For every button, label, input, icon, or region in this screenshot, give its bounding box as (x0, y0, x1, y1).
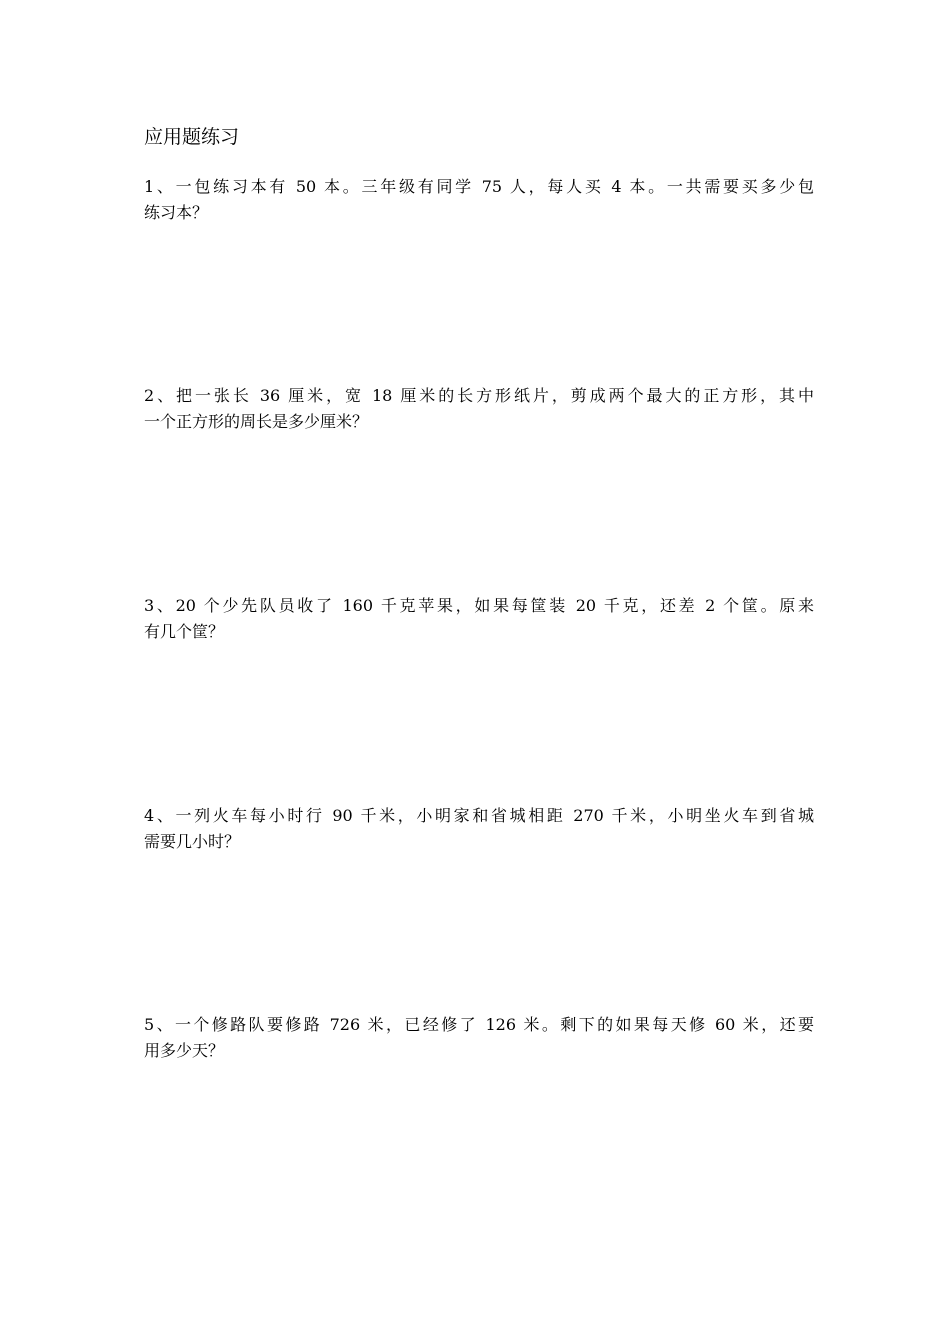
question-4 (144, 803, 814, 855)
page-title: 应用题练习 (144, 126, 240, 148)
question-3-line-1: 3、20 个少先队员收了 160 千克苹果，如果每筐装 20 千克，还差 2 个筐。原来 (144, 596, 814, 615)
question-3 (144, 593, 814, 645)
question-1 (144, 174, 814, 226)
question-2-line-1: 2、把一张长 36 厘米，宽 18 厘米的长方形纸片，剪成两个最大的正方形，其中 (144, 386, 814, 405)
question-2 (144, 383, 814, 435)
question-4-line-2: 需要几小时？ (144, 832, 241, 851)
question-3-line-2: 有几个筐？ (144, 622, 225, 641)
question-1-line-1: 1、一包练习本有 50 本。三年级有同学 75 人，每人买 4 本。一共需要买多少包 (144, 177, 814, 196)
question-5-line-1: 5、一个修路队要修路 726 米，已经修了 126 米。剩下的如果每天修 60 米，还要 (144, 1015, 814, 1034)
question-5-line-2: 用多少天？ (144, 1041, 225, 1060)
question-2-line-2: 一个正方形的周长是多少厘米？ (144, 412, 369, 431)
question-1-line-2: 练习本？ (144, 203, 209, 222)
question-4-line-1: 4、一列火车每小时行 90 千米，小明家和省城相距 270 千米，小明坐火车到省城 (144, 806, 814, 825)
question-5 (144, 1012, 814, 1064)
